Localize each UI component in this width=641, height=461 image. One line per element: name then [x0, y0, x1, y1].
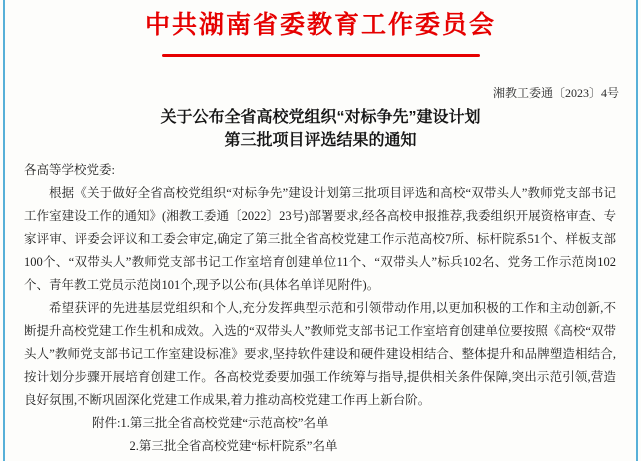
right-edge-line [636, 0, 638, 461]
body-paragraph-1: 根据《关于做好全省高校党组织“对标争先”建设计划第三批项目评选和高校“双带头人”教师党支部书记工作室建设工作的通知》(湘教工委通〔2022〕23号)部署要求,经各高校申报推荐,我委组织开展资格审查、专家评审、评委会评议和工委会审定,确定了第三批全省高校党建工作示范高校7所、标杆院系51个、样板支部100个、“双带头人”教师党支部书记工作室培育创建单位11个、“双带头人”标兵102名、党务工作示范岗102个、青年教工党员示范岗101个,现予以公布(具体名单详见附件)。 [24, 186, 616, 292]
attachments-block [92, 412, 616, 458]
document-title-line1: 关于公布全省高校党组织“对标争先”建设计划 [160, 109, 481, 126]
document-title-line2: 第三批项目评选结果的通知 [224, 132, 417, 149]
attachment-line-1 [92, 412, 616, 435]
attachment-item-1: 1.第三批全省高校党建“示范高校”名单 [120, 416, 329, 430]
body-paragraph-2: 希望获评的先进基层党组织和个人,充分发挥典型示范和引领带动作用,以更加积极的工作和主动创新,不断提升高校党建工作生机和成效。入选的“双带头人”教师党支部书记工作室培育创建单位要按照《高校“双带头人”教师党支部书记工作室建设标准》要求,坚持软件建设和硬件建设相结合、整体提升和品牌塑造相结合,按计划分步骤开展培育创建工作。各高校党委要加强工作统筹与指导,提供相关条件保障,突出示范引领,营造良好氛围,不断巩固深化党建工作成果,着力推动高校党建工作再上新台阶。 [24, 301, 616, 407]
masthead-red-divider [162, 54, 480, 57]
attachments-label: 附件: [92, 416, 121, 430]
document-body [24, 159, 616, 458]
document-number: 湘教工委通〔2023〕4号 [492, 86, 619, 100]
issuing-org-masthead: 中共湖南省委教育工作委员会 [144, 11, 496, 39]
salutation: 各高等学校党委: [24, 163, 115, 177]
attachment-item-2: 2.第三批全省高校党建“标杆院系”名单 [129, 439, 338, 453]
document-title [0, 106, 641, 152]
left-edge-line [3, 0, 5, 461]
